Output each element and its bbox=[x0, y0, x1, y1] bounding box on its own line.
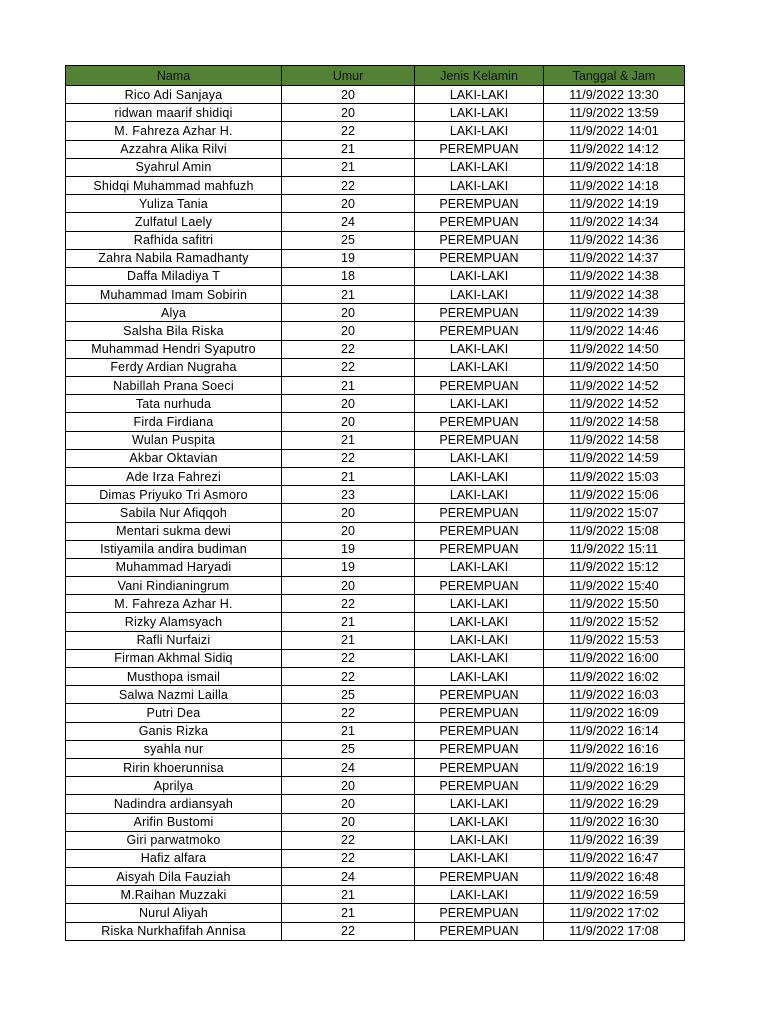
cell-nama: Azzahra Alika Rilvi bbox=[66, 140, 282, 158]
cell-umur: 24 bbox=[282, 758, 415, 776]
cell-tanggal-jam: 11/9/2022 14:36 bbox=[544, 231, 685, 249]
cell-umur: 20 bbox=[282, 195, 415, 213]
cell-tanggal-jam: 11/9/2022 14:19 bbox=[544, 195, 685, 213]
cell-jenis-kelamin: PEREMPUAN bbox=[415, 868, 544, 886]
table-row bbox=[66, 267, 685, 285]
table-row bbox=[66, 304, 685, 322]
cell-umur: 24 bbox=[282, 868, 415, 886]
cell-tanggal-jam: 11/9/2022 15:11 bbox=[544, 540, 685, 558]
cell-nama: Riska Nurkhafifah Annisa bbox=[66, 922, 282, 940]
cell-umur: 22 bbox=[282, 595, 415, 613]
cell-umur: 20 bbox=[282, 777, 415, 795]
table-row bbox=[66, 740, 685, 758]
table-row bbox=[66, 340, 685, 358]
table-row bbox=[66, 704, 685, 722]
cell-nama: Muhammad Hendri Syaputro bbox=[66, 340, 282, 358]
cell-nama: Rafli Nurfaizi bbox=[66, 631, 282, 649]
cell-tanggal-jam: 11/9/2022 14:37 bbox=[544, 249, 685, 267]
table-row bbox=[66, 795, 685, 813]
cell-umur: 24 bbox=[282, 213, 415, 231]
cell-umur: 22 bbox=[282, 176, 415, 194]
cell-nama: Vani Rindianingrum bbox=[66, 577, 282, 595]
table-row bbox=[66, 577, 685, 595]
cell-nama: Ferdy Ardian Nugraha bbox=[66, 358, 282, 376]
cell-nama: Daffa Miladiya T bbox=[66, 267, 282, 285]
cell-tanggal-jam: 11/9/2022 17:02 bbox=[544, 904, 685, 922]
cell-umur: 21 bbox=[282, 431, 415, 449]
cell-jenis-kelamin: LAKI-LAKI bbox=[415, 813, 544, 831]
header-jenis-kelamin: Jenis Kelamin bbox=[415, 66, 544, 86]
table-row bbox=[66, 613, 685, 631]
cell-umur: 18 bbox=[282, 267, 415, 285]
cell-nama: Ganis Rizka bbox=[66, 722, 282, 740]
cell-tanggal-jam: 11/9/2022 17:08 bbox=[544, 922, 685, 940]
cell-umur: 22 bbox=[282, 340, 415, 358]
cell-nama: Ririn khoerunnisa bbox=[66, 758, 282, 776]
cell-umur: 20 bbox=[282, 395, 415, 413]
cell-umur: 25 bbox=[282, 231, 415, 249]
cell-tanggal-jam: 11/9/2022 16:29 bbox=[544, 777, 685, 795]
participant-table bbox=[65, 65, 685, 941]
cell-umur: 23 bbox=[282, 486, 415, 504]
spreadsheet-page bbox=[65, 65, 684, 941]
cell-tanggal-jam: 11/9/2022 15:03 bbox=[544, 467, 685, 485]
cell-umur: 21 bbox=[282, 286, 415, 304]
table-row bbox=[66, 195, 685, 213]
table-row bbox=[66, 504, 685, 522]
cell-jenis-kelamin: PEREMPUAN bbox=[415, 213, 544, 231]
cell-nama: Tata nurhuda bbox=[66, 395, 282, 413]
cell-nama: Nurul Aliyah bbox=[66, 904, 282, 922]
table-row bbox=[66, 522, 685, 540]
cell-nama: Mentari sukma dewi bbox=[66, 522, 282, 540]
cell-jenis-kelamin: LAKI-LAKI bbox=[415, 176, 544, 194]
cell-jenis-kelamin: LAKI-LAKI bbox=[415, 122, 544, 140]
cell-tanggal-jam: 11/9/2022 16:30 bbox=[544, 813, 685, 831]
cell-jenis-kelamin: LAKI-LAKI bbox=[415, 886, 544, 904]
cell-umur: 20 bbox=[282, 577, 415, 595]
cell-nama: Muhammad Haryadi bbox=[66, 558, 282, 576]
cell-jenis-kelamin: LAKI-LAKI bbox=[415, 104, 544, 122]
cell-tanggal-jam: 11/9/2022 14:58 bbox=[544, 413, 685, 431]
cell-tanggal-jam: 11/9/2022 16:39 bbox=[544, 831, 685, 849]
cell-umur: 20 bbox=[282, 413, 415, 431]
cell-jenis-kelamin: PEREMPUAN bbox=[415, 377, 544, 395]
cell-tanggal-jam: 11/9/2022 15:12 bbox=[544, 558, 685, 576]
cell-nama: Arifin Bustomi bbox=[66, 813, 282, 831]
table-row bbox=[66, 831, 685, 849]
cell-nama: M. Fahreza Azhar H. bbox=[66, 122, 282, 140]
cell-tanggal-jam: 11/9/2022 14:46 bbox=[544, 322, 685, 340]
table-row bbox=[66, 231, 685, 249]
cell-umur: 19 bbox=[282, 249, 415, 267]
cell-umur: 22 bbox=[282, 704, 415, 722]
table-row bbox=[66, 467, 685, 485]
cell-tanggal-jam: 11/9/2022 16:59 bbox=[544, 886, 685, 904]
cell-nama: Akbar Oktavian bbox=[66, 449, 282, 467]
cell-tanggal-jam: 11/9/2022 14:52 bbox=[544, 395, 685, 413]
table-row bbox=[66, 449, 685, 467]
cell-nama: Sabila Nur Afiqqoh bbox=[66, 504, 282, 522]
table-row bbox=[66, 486, 685, 504]
table-header-row bbox=[66, 66, 685, 86]
header-umur: Umur bbox=[282, 66, 415, 86]
cell-umur: 20 bbox=[282, 86, 415, 104]
cell-tanggal-jam: 11/9/2022 14:38 bbox=[544, 267, 685, 285]
cell-nama: Yuliza Tania bbox=[66, 195, 282, 213]
table-row bbox=[66, 86, 685, 104]
cell-tanggal-jam: 11/9/2022 15:52 bbox=[544, 613, 685, 631]
cell-nama: Firda Firdiana bbox=[66, 413, 282, 431]
cell-nama: Alya bbox=[66, 304, 282, 322]
table-row bbox=[66, 558, 685, 576]
table-row bbox=[66, 413, 685, 431]
cell-nama: Nadindra ardiansyah bbox=[66, 795, 282, 813]
cell-tanggal-jam: 11/9/2022 15:53 bbox=[544, 631, 685, 649]
cell-nama: Syahrul Amin bbox=[66, 158, 282, 176]
cell-tanggal-jam: 11/9/2022 14:18 bbox=[544, 176, 685, 194]
cell-tanggal-jam: 11/9/2022 15:08 bbox=[544, 522, 685, 540]
cell-umur: 21 bbox=[282, 158, 415, 176]
table-row bbox=[66, 886, 685, 904]
cell-jenis-kelamin: PEREMPUAN bbox=[415, 540, 544, 558]
cell-umur: 21 bbox=[282, 904, 415, 922]
cell-jenis-kelamin: PEREMPUAN bbox=[415, 922, 544, 940]
cell-jenis-kelamin: PEREMPUAN bbox=[415, 577, 544, 595]
cell-umur: 21 bbox=[282, 886, 415, 904]
cell-tanggal-jam: 11/9/2022 14:50 bbox=[544, 358, 685, 376]
cell-jenis-kelamin: LAKI-LAKI bbox=[415, 831, 544, 849]
header-tanggal-jam: Tanggal & Jam bbox=[544, 66, 685, 86]
table-row bbox=[66, 377, 685, 395]
cell-tanggal-jam: 11/9/2022 14:52 bbox=[544, 377, 685, 395]
cell-jenis-kelamin: PEREMPUAN bbox=[415, 322, 544, 340]
cell-nama: M.Raihan Muzzaki bbox=[66, 886, 282, 904]
cell-jenis-kelamin: LAKI-LAKI bbox=[415, 613, 544, 631]
table-row bbox=[66, 649, 685, 667]
table-row bbox=[66, 777, 685, 795]
cell-nama: Hafiz alfara bbox=[66, 849, 282, 867]
cell-umur: 22 bbox=[282, 122, 415, 140]
cell-nama: syahla nur bbox=[66, 740, 282, 758]
cell-nama: Aisyah Dila Fauziah bbox=[66, 868, 282, 886]
cell-tanggal-jam: 11/9/2022 14:34 bbox=[544, 213, 685, 231]
cell-tanggal-jam: 11/9/2022 16:03 bbox=[544, 686, 685, 704]
cell-jenis-kelamin: LAKI-LAKI bbox=[415, 595, 544, 613]
header-nama: Nama bbox=[66, 66, 282, 86]
table-row bbox=[66, 122, 685, 140]
cell-umur: 22 bbox=[282, 922, 415, 940]
cell-jenis-kelamin: PEREMPUAN bbox=[415, 504, 544, 522]
cell-tanggal-jam: 11/9/2022 14:01 bbox=[544, 122, 685, 140]
cell-umur: 20 bbox=[282, 322, 415, 340]
table-row bbox=[66, 286, 685, 304]
cell-umur: 20 bbox=[282, 522, 415, 540]
table-row bbox=[66, 104, 685, 122]
table-row bbox=[66, 431, 685, 449]
table-row bbox=[66, 631, 685, 649]
cell-nama: Musthopa ismail bbox=[66, 668, 282, 686]
cell-nama: Giri parwatmoko bbox=[66, 831, 282, 849]
cell-tanggal-jam: 11/9/2022 14:18 bbox=[544, 158, 685, 176]
table-row bbox=[66, 758, 685, 776]
cell-tanggal-jam: 11/9/2022 14:58 bbox=[544, 431, 685, 449]
cell-tanggal-jam: 11/9/2022 14:39 bbox=[544, 304, 685, 322]
cell-jenis-kelamin: PEREMPUAN bbox=[415, 704, 544, 722]
cell-jenis-kelamin: PEREMPUAN bbox=[415, 904, 544, 922]
cell-nama: Firman Akhmal Sidiq bbox=[66, 649, 282, 667]
cell-tanggal-jam: 11/9/2022 16:09 bbox=[544, 704, 685, 722]
cell-umur: 21 bbox=[282, 631, 415, 649]
cell-jenis-kelamin: LAKI-LAKI bbox=[415, 340, 544, 358]
table-row bbox=[66, 140, 685, 158]
cell-umur: 21 bbox=[282, 140, 415, 158]
cell-tanggal-jam: 11/9/2022 16:16 bbox=[544, 740, 685, 758]
cell-tanggal-jam: 11/9/2022 13:59 bbox=[544, 104, 685, 122]
cell-jenis-kelamin: PEREMPUAN bbox=[415, 740, 544, 758]
cell-jenis-kelamin: LAKI-LAKI bbox=[415, 849, 544, 867]
table-row bbox=[66, 322, 685, 340]
table-row bbox=[66, 904, 685, 922]
cell-umur: 19 bbox=[282, 558, 415, 576]
cell-jenis-kelamin: PEREMPUAN bbox=[415, 249, 544, 267]
cell-jenis-kelamin: PEREMPUAN bbox=[415, 522, 544, 540]
cell-tanggal-jam: 11/9/2022 16:48 bbox=[544, 868, 685, 886]
cell-tanggal-jam: 11/9/2022 16:14 bbox=[544, 722, 685, 740]
cell-nama: Rizky Alamsyach bbox=[66, 613, 282, 631]
cell-nama: Istiyamila andira budiman bbox=[66, 540, 282, 558]
cell-tanggal-jam: 11/9/2022 16:00 bbox=[544, 649, 685, 667]
cell-umur: 19 bbox=[282, 540, 415, 558]
table-row bbox=[66, 813, 685, 831]
cell-nama: Aprilya bbox=[66, 777, 282, 795]
cell-jenis-kelamin: LAKI-LAKI bbox=[415, 467, 544, 485]
cell-umur: 25 bbox=[282, 740, 415, 758]
cell-nama: Ade Irza Fahrezi bbox=[66, 467, 282, 485]
cell-nama: Shidqi Muhammad mahfuzh bbox=[66, 176, 282, 194]
cell-umur: 20 bbox=[282, 304, 415, 322]
table-row bbox=[66, 668, 685, 686]
cell-umur: 22 bbox=[282, 358, 415, 376]
cell-jenis-kelamin: PEREMPUAN bbox=[415, 431, 544, 449]
cell-nama: ridwan maarif shidiqi bbox=[66, 104, 282, 122]
cell-nama: Muhammad Imam Sobirin bbox=[66, 286, 282, 304]
cell-umur: 22 bbox=[282, 668, 415, 686]
cell-umur: 20 bbox=[282, 504, 415, 522]
cell-tanggal-jam: 11/9/2022 16:47 bbox=[544, 849, 685, 867]
cell-jenis-kelamin: LAKI-LAKI bbox=[415, 358, 544, 376]
cell-nama: Rico Adi Sanjaya bbox=[66, 86, 282, 104]
cell-jenis-kelamin: LAKI-LAKI bbox=[415, 267, 544, 285]
table-row bbox=[66, 158, 685, 176]
cell-umur: 22 bbox=[282, 449, 415, 467]
cell-tanggal-jam: 11/9/2022 15:40 bbox=[544, 577, 685, 595]
cell-jenis-kelamin: PEREMPUAN bbox=[415, 777, 544, 795]
cell-umur: 20 bbox=[282, 104, 415, 122]
table-row bbox=[66, 595, 685, 613]
cell-umur: 20 bbox=[282, 795, 415, 813]
cell-jenis-kelamin: PEREMPUAN bbox=[415, 140, 544, 158]
cell-jenis-kelamin: LAKI-LAKI bbox=[415, 286, 544, 304]
cell-tanggal-jam: 11/9/2022 14:50 bbox=[544, 340, 685, 358]
cell-jenis-kelamin: LAKI-LAKI bbox=[415, 449, 544, 467]
cell-tanggal-jam: 11/9/2022 14:59 bbox=[544, 449, 685, 467]
cell-jenis-kelamin: PEREMPUAN bbox=[415, 195, 544, 213]
table-row bbox=[66, 868, 685, 886]
cell-nama: Zahra Nabila Ramadhanty bbox=[66, 249, 282, 267]
cell-nama: Salsha Bila Riska bbox=[66, 322, 282, 340]
table-row bbox=[66, 249, 685, 267]
cell-tanggal-jam: 11/9/2022 14:38 bbox=[544, 286, 685, 304]
cell-umur: 21 bbox=[282, 377, 415, 395]
cell-umur: 21 bbox=[282, 467, 415, 485]
cell-nama: M. Fahreza Azhar H. bbox=[66, 595, 282, 613]
cell-jenis-kelamin: LAKI-LAKI bbox=[415, 158, 544, 176]
cell-tanggal-jam: 11/9/2022 15:50 bbox=[544, 595, 685, 613]
cell-jenis-kelamin: PEREMPUAN bbox=[415, 686, 544, 704]
cell-umur: 21 bbox=[282, 722, 415, 740]
table-row bbox=[66, 540, 685, 558]
cell-tanggal-jam: 11/9/2022 15:07 bbox=[544, 504, 685, 522]
table-row bbox=[66, 922, 685, 940]
cell-jenis-kelamin: LAKI-LAKI bbox=[415, 668, 544, 686]
table-row bbox=[66, 213, 685, 231]
table-row bbox=[66, 395, 685, 413]
cell-tanggal-jam: 11/9/2022 14:12 bbox=[544, 140, 685, 158]
table-row bbox=[66, 176, 685, 194]
cell-tanggal-jam: 11/9/2022 16:02 bbox=[544, 668, 685, 686]
cell-tanggal-jam: 11/9/2022 16:29 bbox=[544, 795, 685, 813]
cell-jenis-kelamin: PEREMPUAN bbox=[415, 231, 544, 249]
cell-nama: Putri Dea bbox=[66, 704, 282, 722]
cell-jenis-kelamin: PEREMPUAN bbox=[415, 758, 544, 776]
cell-umur: 22 bbox=[282, 649, 415, 667]
cell-nama: Wulan Puspita bbox=[66, 431, 282, 449]
cell-jenis-kelamin: LAKI-LAKI bbox=[415, 631, 544, 649]
cell-jenis-kelamin: LAKI-LAKI bbox=[415, 395, 544, 413]
table-row bbox=[66, 686, 685, 704]
cell-nama: Rafhida safitri bbox=[66, 231, 282, 249]
cell-jenis-kelamin: PEREMPUAN bbox=[415, 304, 544, 322]
cell-tanggal-jam: 11/9/2022 15:06 bbox=[544, 486, 685, 504]
cell-umur: 22 bbox=[282, 831, 415, 849]
cell-nama: Dimas Priyuko Tri Asmoro bbox=[66, 486, 282, 504]
cell-umur: 22 bbox=[282, 849, 415, 867]
cell-umur: 25 bbox=[282, 686, 415, 704]
cell-nama: Salwa Nazmi Lailla bbox=[66, 686, 282, 704]
cell-jenis-kelamin: LAKI-LAKI bbox=[415, 86, 544, 104]
cell-jenis-kelamin: LAKI-LAKI bbox=[415, 486, 544, 504]
cell-nama: Nabillah Prana Soeci bbox=[66, 377, 282, 395]
cell-nama: Zulfatul Laely bbox=[66, 213, 282, 231]
cell-tanggal-jam: 11/9/2022 13:30 bbox=[544, 86, 685, 104]
cell-umur: 20 bbox=[282, 813, 415, 831]
cell-umur: 21 bbox=[282, 613, 415, 631]
cell-jenis-kelamin: PEREMPUAN bbox=[415, 722, 544, 740]
cell-tanggal-jam: 11/9/2022 16:19 bbox=[544, 758, 685, 776]
cell-jenis-kelamin: LAKI-LAKI bbox=[415, 649, 544, 667]
cell-jenis-kelamin: LAKI-LAKI bbox=[415, 795, 544, 813]
table-body bbox=[66, 86, 685, 941]
table-row bbox=[66, 849, 685, 867]
cell-jenis-kelamin: PEREMPUAN bbox=[415, 413, 544, 431]
cell-jenis-kelamin: LAKI-LAKI bbox=[415, 558, 544, 576]
table-row bbox=[66, 358, 685, 376]
table-row bbox=[66, 722, 685, 740]
